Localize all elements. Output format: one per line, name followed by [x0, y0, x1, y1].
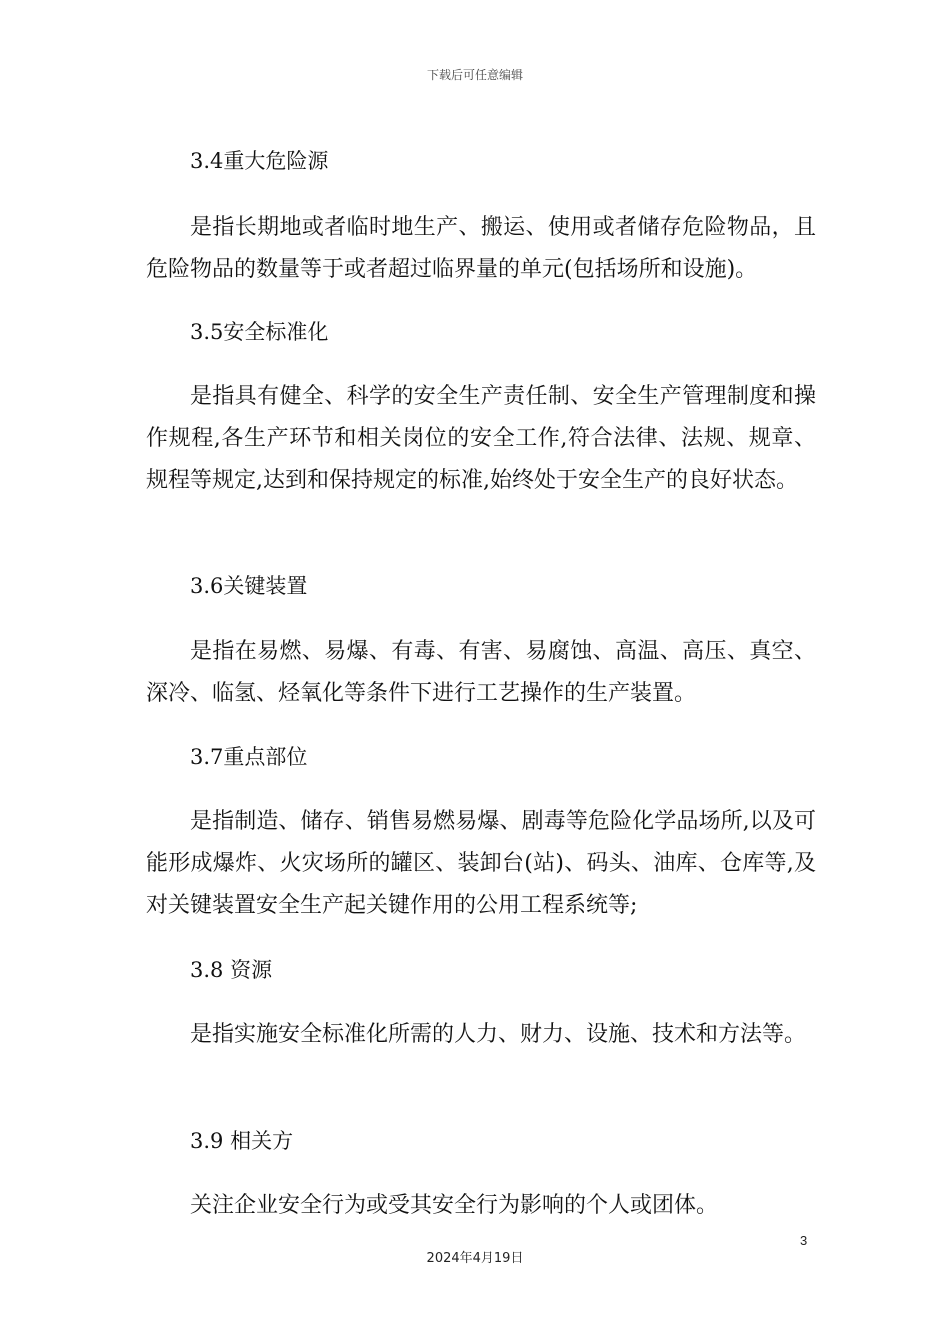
- page-date: 2024年4月19日: [426, 1251, 524, 1266]
- section-body-3-6: 是指在易燃、易爆、有毒、有害、易腐蚀、高温、高压、真空、深冷、临氢、烃氧化等条件下进行工艺操作的生产装置。: [146, 639, 816, 706]
- section-heading-3-8: 3.8 资源: [190, 958, 273, 982]
- section-body-3-9: 关注企业安全行为或受其安全行为影响的个人或团体。: [190, 1193, 719, 1218]
- page-header: 下载后可任意编辑: [426, 68, 523, 82]
- section-body-3-7: 是指制造、储存、销售易燃易爆、剧毒等危险化学品场所,以及可能形成爆炸、火灾场所的罐区、装卸台(站)、码头、油库、仓库等,及对关键装置安全生产起关键作用的公用工程系统等;: [146, 809, 816, 918]
- section-heading-3-5: 3.5安全标准化: [190, 320, 329, 344]
- section-body-3-5: 是指具有健全、科学的安全生产责任制、安全生产管理制度和操作规程,各生产环节和相关岗位的安全工作,符合法律、法规、规章、规程等规定,达到和保持规定的标准,始终处于安全生产的良好状态。: [146, 384, 816, 493]
- section-heading-3-6: 3.6关键装置: [190, 574, 308, 598]
- section-body-3-4: 是指长期地或者临时地生产、搬运、使用或者储存危险物品，且危险物品的数量等于或者超过临界量的单元(包括场所和设施)。: [146, 215, 816, 282]
- page-number: 3: [800, 1233, 808, 1248]
- section-heading-3-7: 3.7重点部位: [190, 745, 308, 769]
- section-heading-3-4: 3.4重大危险源: [190, 149, 329, 173]
- section-heading-3-9: 3.9 相关方: [190, 1129, 294, 1153]
- section-body-3-8: 是指实施安全标准化所需的人力、财力、设施、技术和方法等。: [190, 1022, 807, 1047]
